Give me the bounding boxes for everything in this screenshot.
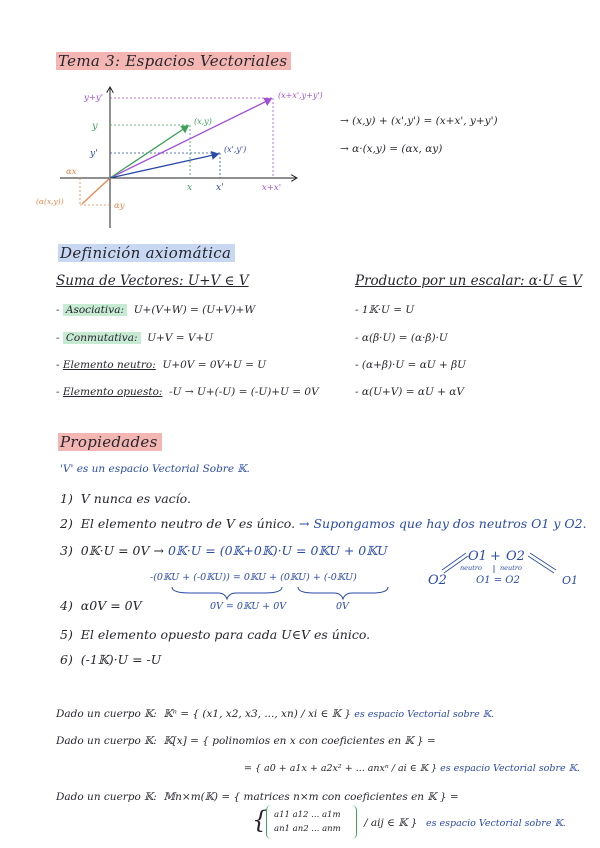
svg-text:+: + [490,549,501,564]
example-1: Dado un cuerpo 𝕂: 𝕂ⁿ = { (x1, x2, x3, ..., xn) / xi ∈ 𝕂 } es espacio Vectorial sobre 𝕂. [56,708,494,720]
properties-heading: Propiedades [58,433,162,451]
properties-intro: 'V' es un espacio Vectorial Sobre 𝕂. [60,463,250,475]
point-ay: αy [114,201,125,211]
sum-heading: Suma de Vectores: U+V ∈ V [56,273,249,289]
matrix-row-2: an1 an2 ... anm [274,824,341,834]
svg-text:O1 = O2: O1 = O2 [476,575,520,586]
axiom-left-4: - Elemento opuesto: -U → U+(-U) = (-U)+U = 0V [56,386,319,398]
example-3: Dado un cuerpo 𝕂: 𝕄n×m(𝕂) = { matrices n×m con coeficientes en 𝕂 } = [56,791,459,803]
formula-sum: → (x,y) + (x',y') = (x+x', y+y') [340,115,498,127]
point-v1: (x,y) [194,117,212,126]
label-x: x [187,183,193,193]
axiom-right-3: - (α+β)·U = αU + βU [355,359,467,371]
property-6: 6) (-1𝕂)·U = -U [60,652,162,667]
matrix-row-1: a11 a12 ... a1m [274,810,341,820]
svg-text:neutro: neutro [460,564,482,572]
svg-text:O2: O2 [506,549,525,564]
label-ax: αx [66,167,77,177]
property-3-line2: -(0𝕂U + (-0𝕂U)) = 0𝕂U + (0𝕂U) + (-0𝕂U) [150,572,357,583]
scalar-heading: Producto por un escalar: α·U ∈ V [355,273,582,289]
label-yp: y' [90,149,98,159]
axiom-left-2: - Conmutativa: U+V = V+U [56,332,214,344]
property-3: 3) 0𝕂·U = 0V → 0𝕂·U = (0𝕂+0𝕂)·U = 0𝕂U + 0𝕂U [60,543,388,558]
point-neg: (α(x,y)) [36,197,64,206]
property-1: 1) V nunca es vacío. [60,491,191,506]
axiom-right-2: - α(β·U) = (α·β)·U [355,332,448,344]
property-3-braces [170,585,400,601]
vector-diagram [30,80,323,230]
negative-vector [82,178,110,204]
label-y: y [92,121,98,132]
point-sum: (x+x',y+y') [278,91,323,100]
example-3-note: es espacio Vectorial sobre 𝕂. [426,818,566,829]
property-3-brace-left: 0V = 0𝕂U + 0V [210,601,287,612]
property-2-note: → Supongamos que hay dos neutros O1 y O2. [299,516,587,531]
svg-text:neutro: neutro [500,564,522,572]
axiom-right-1: - 1𝕂·U = U [355,304,415,316]
property-5: 5) El elemento opuesto para cada U∈V es único. [60,627,371,642]
svg-text:O2: O2 [428,573,447,588]
axiom-left-3: - Elemento neutro: U+0V = 0V+U = U [56,359,267,371]
matrix-condition: / aij ∈ 𝕂 } [364,817,418,829]
formula-scalar: → α·(x,y) = (αx, αy) [340,143,443,155]
point-v2: (x',y') [224,145,247,154]
example-2: Dado un cuerpo 𝕂: 𝕂[x] = { polinomios en x con coeficientes en 𝕂 } = [56,735,436,747]
page-title: Tema 3: Espacios Vectoriales [56,52,291,70]
label-xp: x' [216,183,224,193]
axiom-left-1: - Asociativa: U+(V+W) = (U+V)+W [56,304,256,316]
sum-vector [110,99,271,178]
label-yy: y+y' [84,93,104,103]
svg-text:O1: O1 [468,549,487,564]
green-vector [110,126,188,178]
example-2-line2: = { a0 + a1x + a2x² + ... anxⁿ / ai ∈ 𝕂 } es espacio Vectorial sobre 𝕂. [244,763,580,774]
axiomatic-heading: Definición axiomática [58,244,235,262]
svg-text:O1: O1 [562,574,579,587]
property-2: 2) El elemento neutro de V es único. → Supongamos que hay dos neutros O1 y O2. [60,516,587,531]
axiom-right-4: - α(U+V) = αU + αV [355,386,464,398]
property-3-brace-right: 0V [336,601,349,612]
property-4: 4) α0V = 0V [60,598,142,613]
blue-vector [110,154,218,178]
neutro-diagram [420,540,590,596]
label-xx: x+x' [262,183,282,193]
